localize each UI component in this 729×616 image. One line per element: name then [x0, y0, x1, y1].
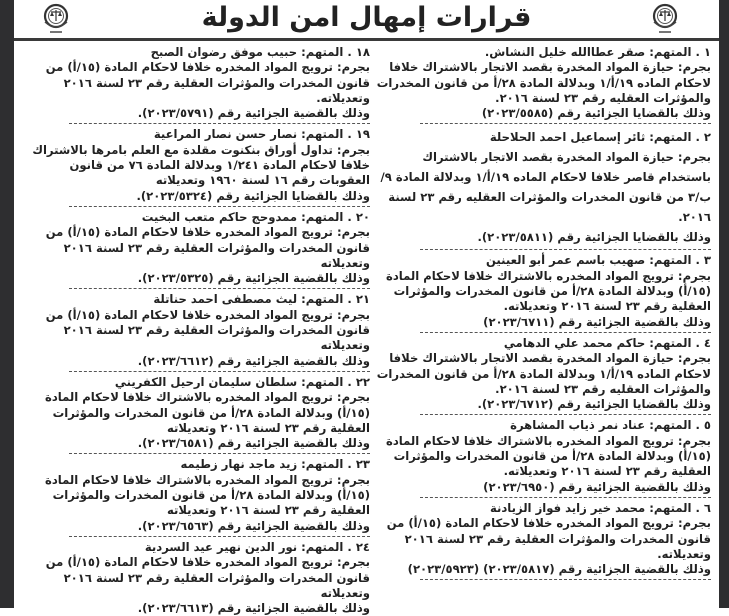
page-edge-right: [719, 0, 729, 608]
case-number: وذلك بالقضية الجزائية رقم (٢٠٢٣/٦٩٥٠): [483, 479, 711, 494]
left-column: [14, 41, 376, 616]
charge-text: بجرم: ترويج المواد المخدره بالاشتراك خلافا لاحكام المادة (١٥/أ) وبدلالة المادة ٢٨/أ من قانون المخدرات والمؤثرات العقلية رقم ٢٣ لسنة ٢٠١٦ وتعديلاته: [45, 390, 370, 435]
accused-name: ١٨ . المتهم: حبيب موفق رضوان الصبح: [150, 45, 370, 59]
case-number: وذلك بالقضايا الجزائية رقم (٢٠٢٣/٥٣٢٤).: [136, 188, 370, 203]
dashed-separator: [69, 536, 370, 537]
dashed-separator: [420, 579, 711, 580]
decision-entry: [20, 540, 370, 616]
dashed-separator: [69, 453, 370, 454]
page-header: [14, 0, 719, 41]
page-edge-left: [0, 0, 14, 608]
decision-entry: [373, 418, 711, 494]
accused-name: ٥ . المتهم: عناد نمر ذياب المشاهرة: [510, 418, 711, 433]
decision-entry: [373, 127, 711, 247]
charge-text: بجرم: ترويج المواد المخدره بالاشتراك خلافا لاحكام المادة (١٥/أ) وبدلالة المادة ٢٨/أ من قانون المخدرات والمؤثرات العقلية رقم ٢٣ لسنة ٢٠١٦ وتعديلاته.: [386, 268, 711, 314]
dashed-separator: [69, 371, 370, 372]
accused-name: ٦ . المتهم: محمد خير زايد فواز الزيادنة: [489, 500, 711, 515]
case-number: وذلك بالقضية الجزائية رقم (٢٠٢٣/٦٥٨١).: [137, 436, 370, 451]
case-number: وذلك بالقضية الجزائية رقم (٢٠٢٣/٦٧١١): [483, 314, 711, 329]
dashed-separator: [420, 123, 711, 124]
decision-entry: [373, 501, 711, 577]
accused-name: ٤ . المتهم: حاكم محمد علي الدهامي: [503, 335, 711, 350]
decision-entry: [20, 457, 370, 533]
charge-text: بجرم: ترويج المواد المخدره خلافا لاحكام المادة (١٥/أ) من قانون المخدرات والمؤثرات العقلية رقم ٢٣ لسنة ٢٠١٦ وتعديلاته: [45, 555, 370, 600]
case-number: وذلك بالقضية الجزائية رقم (٢٠٢٣/٦٦١٢).: [137, 353, 370, 368]
accused-name: ٣ . المتهم: صهيب باسم عمر أبو العينين: [485, 253, 711, 268]
charge-text: بجرم: حيازة المواد المخدرة بقصد الاتجار بالاشتراك خلافا لاحكام الماده ١٩/أ/١ وبدلالة المادة ٢٨/أ من قانون المخدرات والمؤثرات العقليه رقم ٢٣ لسنة ٢٠١٦.: [376, 60, 711, 105]
dashed-separator: [420, 414, 711, 415]
charge-text: بجرم: ترويج المواد المخدره خلافا لاحكام المادة (١٥/أ) من قانون المخدرات والمؤثرات العقلية رقم ٢٣ لسنة ٢٠١٦ وتعديلاته.: [386, 516, 711, 561]
dashed-separator: [420, 249, 711, 250]
case-number: وذلك بالقضايا الجزائية رقم (٢٠٢٣/٦٧١٢).: [477, 397, 711, 412]
case-number: وذلك بالقضية الجزائية رقم (٢٠٢٣/٦٥٦٣).: [137, 518, 370, 533]
accused-name: ٢٠ . المتهم: ممدوحج حاكم متعب البخيت: [141, 209, 370, 224]
emblem-icon: [650, 2, 680, 36]
dashed-separator: [420, 497, 711, 498]
charge-text: بجرم: ترويج المواد المخدره خلافا لاحكام المادة (١٥/أ) من قانون المخدرات والمؤثرات العقلية رقم ٢٣ لسنة ٢٠١٦ وتعديلاته: [45, 225, 370, 270]
dashed-separator: [420, 332, 711, 333]
dashed-separator: [69, 206, 370, 207]
accused-name: ٢ . المتهم: ثائر إسماعيل احمد الحلاحلة: [489, 130, 711, 145]
dashed-separator: [69, 123, 370, 124]
accused-name: ١٩ . المتهم: نصار حسن نصار المراعية: [153, 127, 370, 142]
charge-text: بجرم: تداول أوراق بنكنوت مقلدة مع العلم بامرها بالاشتراك خلافا لاحكام المادة ١/٢٤١ وبدلالة المادة ٧٦ من قانون العقوبات رقم ١٦ لسنة ١٩٦٠ وتعديلاته: [32, 142, 370, 188]
dashed-separator: [69, 288, 370, 289]
charge-text: بجرم: ترويج المواد المخدره خلافا لاحكام المادة (١٥/أ) من قانون المخدرات والمؤثرات العقلية رقم ٢٣ لسنة ٢٠١٦ وتعديلاته: [45, 307, 370, 353]
accused-name: ٢٣ . المتهم: زيد ماجد نهار زطيمه: [180, 457, 370, 472]
decision-entry: [20, 127, 370, 203]
decision-entry: [20, 45, 370, 121]
charge-text: بجرم: ترويج المواد المخدره بالاشتراك خلافا لاحكام المادة (١٥/أ) وبدلالة المادة ٢٨/أ من قانون المخدرات والمؤثرات العقلية رقم ٢٣ لسنة ٢٠١٦ وتعديلاته: [45, 472, 370, 518]
case-number: وذلك بالقضايا الجزائية رقم (٢٠٢٣/٥٨١١).: [477, 230, 711, 245]
decision-entry: [20, 375, 370, 451]
charge-text: بجرم: ترويج المواد المخدره خلافا لاحكام المادة (١٥/أ) من قانون المخدرات والمؤثرات العقلية رقم ٢٣ لسنة ٢٠١٦ وتعديلاته.: [45, 60, 370, 105]
case-number: وذلك بالقضية الجزائية رقم (٢٠٢٣/٥٧٩١).: [137, 106, 370, 121]
accused-name: ٢٤ . المتهم: نور الدين نهير عيد السردية: [144, 539, 370, 554]
accused-name: ٢٢ . المتهم: سلطان سليمان ارحيل الكفريني: [114, 374, 370, 389]
case-number: وذلك بالقضية الجزائية رقم (٢٠٢٣/٥٣٢٥).: [137, 271, 370, 286]
decision-entry: [20, 292, 370, 368]
charge-text: بجرم: حيازة المواد المخدرة بقصد الاتجار بالاشتراك باستخدام قاصر خلافا لاحكام الماده ١٩/أ/١ وبدلالة المادة ٩/ب/٣ من قانون المخدرات والمؤثرات العقليه رقم ٢٣ لسنة ٢٠١٦.: [380, 150, 711, 225]
page-title: قرارات إمهال امن الدولة: [201, 2, 532, 33]
decision-entry: [373, 45, 711, 121]
case-number: وذلك بالقضية الجزائية رقم (٢٠٢٣/٦٦١٣).: [137, 601, 370, 616]
case-number: وذلك بالقضية الجزائية رقم (٢٠٢٣/٥٨١٧) (٢٠٢٣/٥٩٢٣): [407, 562, 711, 577]
accused-name: ١ . المتهم: صقر عطاالله خليل النشاش.: [484, 45, 711, 59]
accused-name: ٢١ . المتهم: ليث مصطفى احمد حناتلة: [153, 292, 370, 307]
decision-entry: [20, 210, 370, 286]
case-number: وذلك بالقضايا الجزائية رقم (٢٠٢٣/٥٥٨٥): [481, 106, 711, 121]
charge-text: بجرم: ترويج المواد المخدره بالاشتراك خلافا لاحكام المادة (١٥/أ) وبدلالة المادة ٢٨/أ من قانون المخدرات والمؤثرات العقلية رقم ٢٣ لسنة ٢٠١٦ وتعديلاته.: [386, 433, 711, 479]
decision-entry: [373, 336, 711, 412]
right-column: [366, 41, 719, 608]
decision-entry: [373, 253, 711, 329]
charge-text: بجرم: حيازة المواد المخدرة بقصد الاتجار بالاشتراك خلافا لاحكام الماده ١٩/أ/١ وبدلالة المادة ٢٨/أ من قانون المخدرات والمؤثرات العقليه رقم ٢٣ لسنة ٢٠١٦.: [376, 351, 711, 396]
